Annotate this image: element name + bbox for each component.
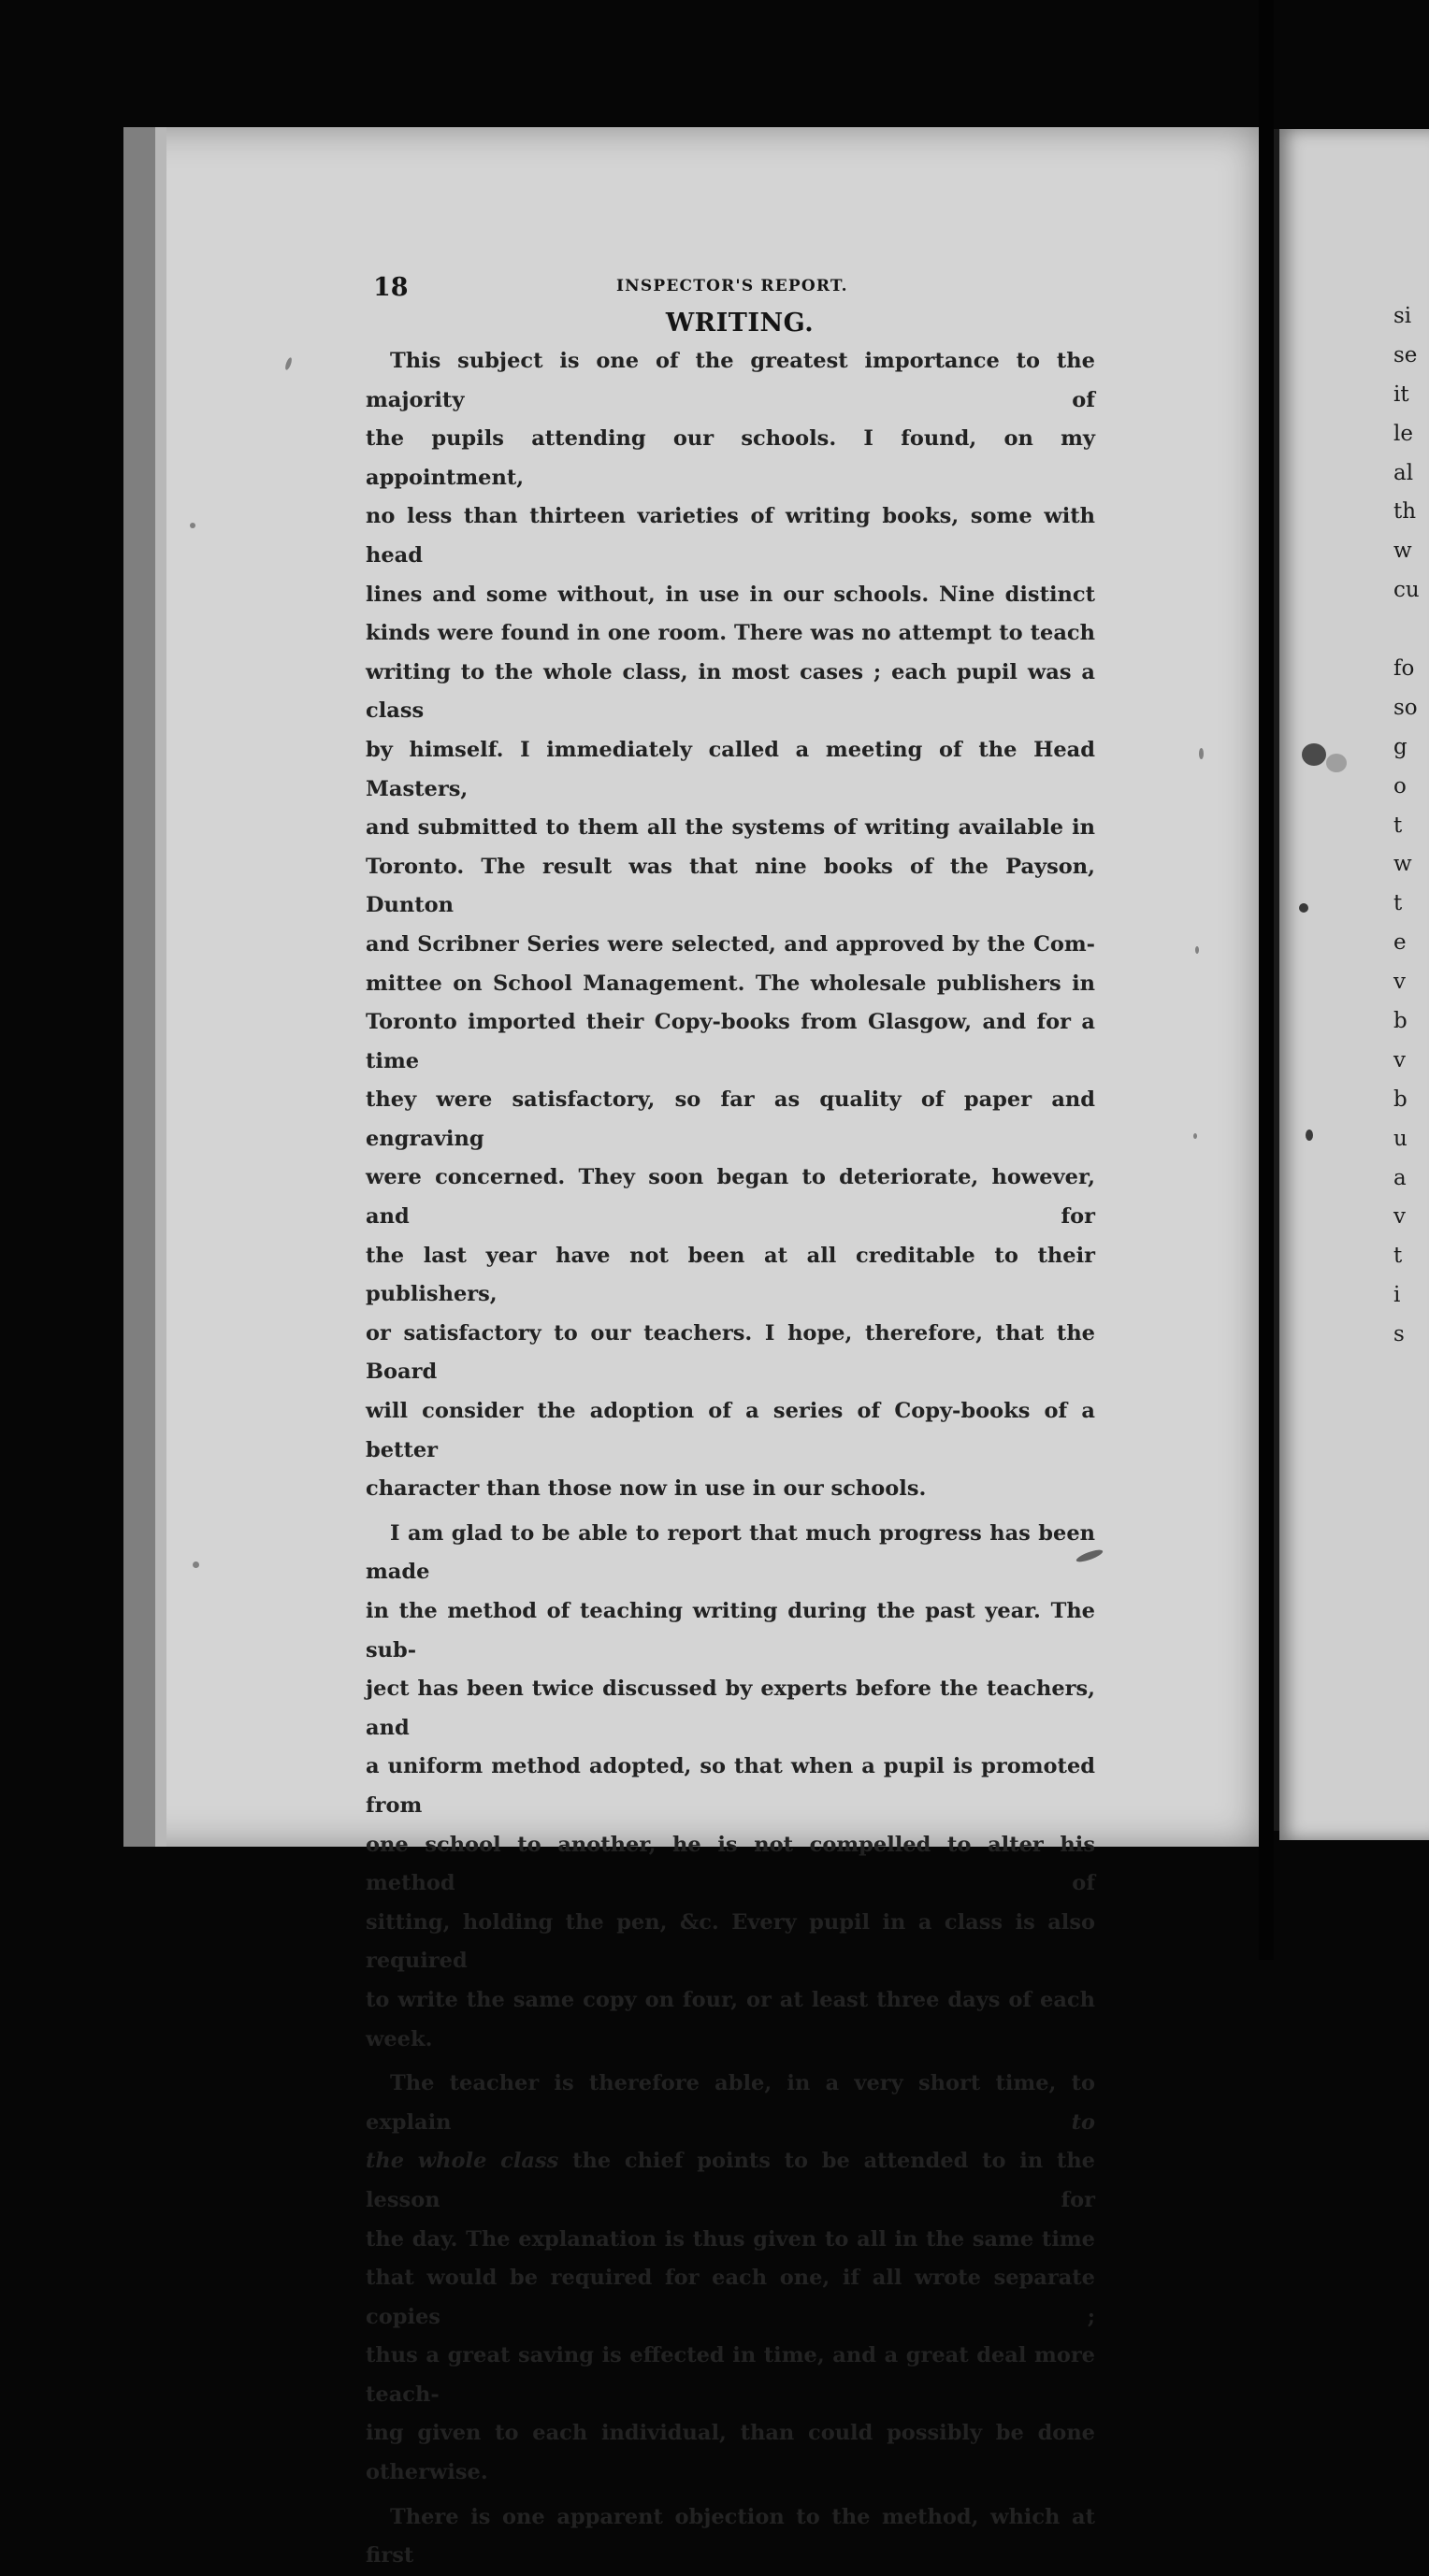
text-line: the last year have not been at all creditable to their publishers, [366,1243,1095,1307]
text-line: lines and some without, in use in our schools. Nine distinct [366,582,1095,607]
facing-page-fragment: so [1393,695,1418,720]
ink-mark [1193,1133,1197,1139]
facing-page-fragment: th [1393,499,1417,525]
text-line: or satisfactory to our teachers. I hope, therefore, that the Board [366,1320,1095,1385]
text-line: writing to the whole class, in most cases ; each pupil was a class [366,659,1095,724]
ink-mark [1195,946,1199,954]
facing-page-fragment: se [1393,342,1418,367]
facing-page-fragment: t [1393,891,1403,916]
ink-mark [1306,1130,1313,1141]
facing-page-fragment: b [1393,1009,1407,1034]
text-line: There is one apparent objection to the method, which at first [366,2504,1095,2569]
facing-page-fragment: o [1393,773,1407,799]
facing-page-fragment: fo [1393,656,1415,682]
text-line: they were satisfactory, so far as quality of paper and engraving [366,1087,1095,1151]
text-line: the pupils attending our schools. I found, on my appointment, [366,426,1095,490]
ink-mark [1326,754,1347,772]
facing-page-fragment: v [1393,1204,1406,1230]
paragraph-3 [366,2065,1095,2493]
italic-text: to [1071,2109,1095,2135]
facing-page-fragment: t [1393,813,1403,838]
ink-mark [1302,743,1326,766]
ink-mark [1199,748,1204,759]
page-edge-highlight [155,127,166,1847]
running-head [366,262,1095,305]
text-line: sitting, holding the pen, &c. Every pupil in a class is also required [366,1909,1095,1974]
facing-page-fragment: it [1393,381,1409,407]
ink-mark [193,1561,199,1568]
text-line: will consider the adoption of a series of Copy-books of a better [366,1399,1095,1462]
facing-page-fragment: e [1393,930,1407,956]
text-line: Toronto. The result was that nine books of the Payson, Dunton [366,854,1095,918]
running-head-title: INSPECTOR'S REPORT. [616,277,848,295]
text-line: The teacher is therefore able, in a very short time, to explain to [366,2071,1095,2135]
facing-page-fragment: s [1393,1322,1405,1347]
text-line: ject has been twice discussed by experts before the teachers, and [366,1677,1095,1740]
italic-text: the whole class [366,2149,559,2174]
facing-page-fragment: v [1393,1047,1406,1072]
facing-page-fragment: u [1393,1126,1407,1151]
text-line: kinds were found in one room. There was no attempt to teach [366,621,1095,646]
facing-page-text-fragments [1393,297,1429,1355]
text-line: by himself. I immediately called a meeting of the Head Masters, [366,737,1095,801]
text-line: and submitted to them all the systems of writing available in [366,815,1095,841]
ink-mark [1299,903,1308,913]
ink-mark [190,523,195,528]
text-line: This subject is one of the greatest importance to the majority of [366,349,1095,412]
facing-page-fragment: cu [1393,578,1420,603]
text-line: that would be required for each one, if all wrote separate copies ; [366,2266,1095,2329]
text-line: character than those now in use in our schools. [366,1476,927,1502]
paragraph-2 [366,1515,1095,2059]
facing-page-fragment: w [1393,539,1412,564]
text-line: in the method of teaching writing during the past year. The sub- [366,1599,1095,1662]
facing-page-fragment: v [1393,970,1406,995]
facing-page-fragment: i [1393,1283,1401,1308]
section-title: WRITING. [665,309,815,338]
facing-page-fragment: al [1393,460,1414,485]
page-content [366,262,1095,2576]
text-line: ing given to each individual, than could possibly be done otherwise. [366,2421,1095,2485]
text-line: thus a great saving is effected in time, and a great deal more teach- [366,2343,1095,2407]
book-gutter [1259,0,1274,1960]
facing-page-fragment: a [1393,1165,1407,1190]
facing-page [1279,129,1429,1840]
text-line: a uniform method adopted, so that when a pupil is promoted from [366,1754,1095,1818]
facing-page-fragment: t [1393,1244,1403,1269]
facing-page-fragment: b [1393,1087,1407,1112]
text-line: no less than thirteen varieties of writing books, some with head [366,504,1095,568]
text-line: the day. The explanation is thus given to all in the same time [366,2226,1095,2252]
paragraph-4 [366,2498,1095,2576]
facing-page-fragment: le [1393,421,1413,446]
text-line: Toronto imported their Copy-books from Glasgow, and for a time [366,1010,1095,1073]
facing-page-fragment: si [1393,304,1412,328]
text-line: the whole class the chief points to be attended to in the lesson for [366,2149,1095,2212]
paragraph-1 [366,342,1095,1509]
facing-page-fragment: w [1393,852,1412,877]
text-line: I am glad to be able to report that much progress has been made [366,1520,1095,1585]
facing-page-fragment [1393,611,1429,650]
page-edge-shadow [123,127,155,1847]
text-line: one school to another, he is not compelled to alter his method of [366,1832,1095,1896]
text-line: and Scribner Series were selected, and approved by the Com- [366,931,1095,957]
page-number: 18 [373,273,409,302]
text-line: were concerned. They soon began to deteriorate, however, and for [366,1165,1095,1230]
facing-page-fragment: g [1393,734,1407,759]
text-line: to write the same copy on four, or at least three days of each week. [366,1987,1095,2051]
text-line: mittee on School Management. The wholesale publishers in [366,971,1095,996]
